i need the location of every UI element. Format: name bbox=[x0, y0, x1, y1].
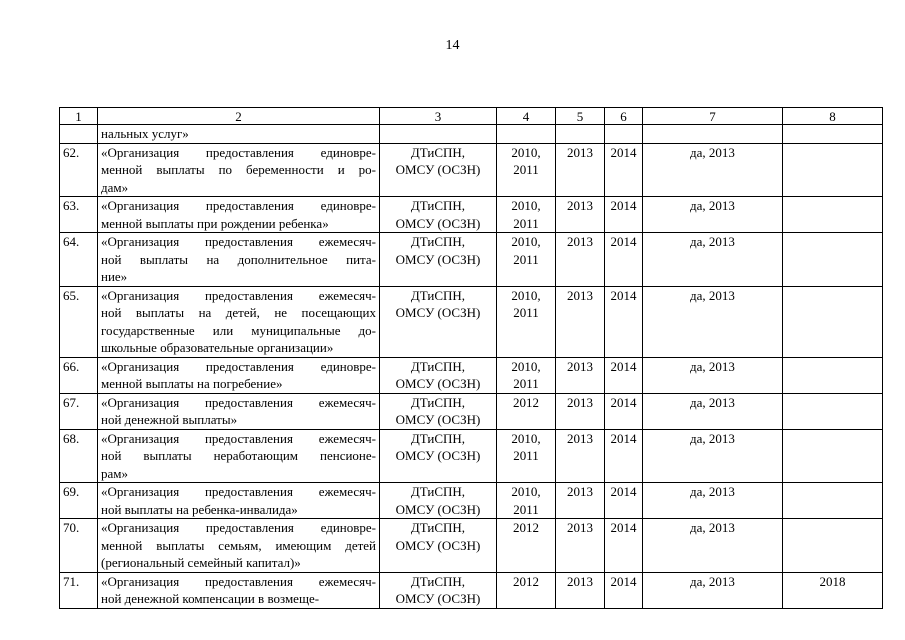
executor-line: ОМСУ (ОСЗН) bbox=[395, 591, 481, 606]
header-cell-1: 1 bbox=[60, 108, 98, 125]
column-5-year: 2013 bbox=[556, 233, 605, 287]
column-5-year: 2013 bbox=[556, 483, 605, 519]
c4-line: 2010, bbox=[511, 198, 541, 213]
table-row bbox=[60, 233, 883, 287]
executor-line: ДТиСПН, bbox=[410, 358, 466, 374]
name-line: «Организация предоставления ежемесяч- bbox=[101, 394, 376, 410]
executor-line: ОМСУ (ОСЗН) bbox=[395, 305, 481, 320]
table-row bbox=[60, 572, 883, 608]
name-line: менной выплаты при рождении ребенка» bbox=[101, 215, 329, 231]
c4-line: 2011 bbox=[513, 305, 539, 320]
column-6-year bbox=[605, 125, 643, 144]
measure-name bbox=[98, 429, 380, 483]
executor-line: ОМСУ (ОСЗН) bbox=[395, 215, 481, 231]
column-7-status: да, 2013 bbox=[643, 357, 783, 393]
row-number: 65. bbox=[60, 286, 98, 357]
executor-line: ДТиСПН, bbox=[410, 394, 466, 410]
row-number: 63. bbox=[60, 197, 98, 233]
table-row bbox=[60, 519, 883, 573]
header-cell-2: 2 bbox=[98, 108, 380, 125]
executor-line: ОМСУ (ОСЗН) bbox=[395, 537, 481, 553]
column-5-year: 2013 bbox=[556, 143, 605, 197]
c4-line: 2010, bbox=[511, 484, 541, 499]
name-line: ной выплаты неработающим пенсионе- bbox=[101, 448, 376, 463]
column-4-years bbox=[497, 286, 556, 357]
executor bbox=[380, 197, 497, 233]
c4-line: 2010, bbox=[511, 430, 541, 446]
executor bbox=[380, 143, 497, 197]
name-line: рам» bbox=[101, 465, 128, 481]
c4-line: 2010, bbox=[511, 234, 541, 249]
column-5-year: 2013 bbox=[556, 519, 605, 573]
row-number: 64. bbox=[60, 233, 98, 287]
column-7-status: да, 2013 bbox=[643, 286, 783, 357]
executor-line: ДТиСПН, bbox=[410, 520, 466, 535]
name-line: ной выплаты на детей, не посещающих bbox=[101, 305, 376, 320]
name-line: нальных услуг» bbox=[101, 126, 189, 141]
row-number: 62. bbox=[60, 143, 98, 197]
name-line: «Организация предоставления единовре- bbox=[101, 358, 376, 374]
executor-line: ДТиСПН, bbox=[410, 430, 466, 446]
column-6-year: 2014 bbox=[605, 393, 643, 429]
c4-line: 2011 bbox=[513, 448, 539, 463]
row-number: 67. bbox=[60, 393, 98, 429]
column-6-year: 2014 bbox=[605, 286, 643, 357]
header-cell-6: 6 bbox=[605, 108, 643, 125]
column-6-year: 2014 bbox=[605, 519, 643, 573]
measure-name bbox=[98, 197, 380, 233]
name-line: «Организация предоставления ежемесяч- bbox=[101, 430, 376, 446]
column-8-year bbox=[783, 125, 883, 144]
c4-line: 2011 bbox=[513, 215, 539, 231]
column-5-year: 2013 bbox=[556, 357, 605, 393]
executor-line: ОМСУ (ОСЗН) bbox=[395, 162, 481, 177]
c4-line: 2011 bbox=[513, 376, 539, 391]
c4-line: 2010, bbox=[511, 358, 541, 374]
column-7-status: да, 2013 bbox=[643, 429, 783, 483]
column-4-years bbox=[497, 233, 556, 287]
column-7-status: да, 2013 bbox=[643, 572, 783, 608]
table-row bbox=[60, 393, 883, 429]
measure-name bbox=[98, 286, 380, 357]
table-row bbox=[60, 143, 883, 197]
executor-line: ДТиСПН, bbox=[410, 198, 466, 213]
executor-line: ДТиСПН, bbox=[410, 484, 466, 499]
column-6-year: 2014 bbox=[605, 572, 643, 608]
executor bbox=[380, 483, 497, 519]
column-8-year bbox=[783, 197, 883, 233]
measure-name bbox=[98, 357, 380, 393]
executor bbox=[380, 519, 497, 573]
executor-line: ДТиСПН, bbox=[410, 287, 466, 303]
column-4-years bbox=[497, 572, 556, 608]
column-6-year: 2014 bbox=[605, 483, 643, 519]
name-line: ной выплаты на ребенка-инвалида» bbox=[101, 501, 298, 517]
column-8-year bbox=[783, 519, 883, 573]
name-line: ной выплаты на дополнительное пита- bbox=[101, 251, 376, 267]
row-number: 71. bbox=[60, 572, 98, 608]
executor bbox=[380, 125, 497, 144]
name-line: (региональный семейный капитал)» bbox=[101, 555, 301, 570]
measure-name bbox=[98, 483, 380, 519]
name-line: «Организация предоставления ежемесяч- bbox=[101, 287, 376, 303]
c4-line: 2010, bbox=[511, 287, 541, 303]
c4-line: 2011 bbox=[513, 501, 539, 517]
column-5-year bbox=[556, 125, 605, 144]
column-6-year: 2014 bbox=[605, 357, 643, 393]
row-number: 68. bbox=[60, 429, 98, 483]
name-line: «Организация предоставления единовре- bbox=[101, 144, 376, 160]
name-line: менной выплаты на погребение» bbox=[101, 376, 283, 391]
c4-line: 2012 bbox=[513, 394, 539, 410]
row-number: 66. bbox=[60, 357, 98, 393]
c4-line: 2010, bbox=[511, 144, 541, 160]
row-number: 69. bbox=[60, 483, 98, 519]
executor bbox=[380, 286, 497, 357]
executor bbox=[380, 393, 497, 429]
executor bbox=[380, 429, 497, 483]
column-8-year bbox=[783, 143, 883, 197]
table-header-row bbox=[60, 108, 883, 125]
executor-line: ОМСУ (ОСЗН) bbox=[395, 448, 481, 463]
column-6-year: 2014 bbox=[605, 197, 643, 233]
name-line: ной денежной выплаты» bbox=[101, 412, 238, 427]
column-4-years bbox=[497, 357, 556, 393]
header-cell-8: 8 bbox=[783, 108, 883, 125]
name-line: «Организация предоставления ежемесяч- bbox=[101, 484, 376, 499]
name-line: государственные или муниципальные до- bbox=[101, 322, 376, 338]
table-row bbox=[60, 429, 883, 483]
column-4-years bbox=[497, 125, 556, 144]
executor-line: ОМСУ (ОСЗН) bbox=[395, 412, 481, 427]
measure-name bbox=[98, 572, 380, 608]
column-5-year: 2013 bbox=[556, 286, 605, 357]
measure-name bbox=[98, 519, 380, 573]
column-7-status: да, 2013 bbox=[643, 483, 783, 519]
column-8-year: 2018 bbox=[783, 572, 883, 608]
name-line: ние» bbox=[101, 269, 128, 284]
column-7-status bbox=[643, 125, 783, 144]
column-5-year: 2013 bbox=[556, 197, 605, 233]
table-row bbox=[60, 286, 883, 357]
executor-line: ОМСУ (ОСЗН) bbox=[395, 501, 481, 517]
name-line: «Организация предоставления ежемесяч- bbox=[101, 234, 376, 249]
column-8-year bbox=[783, 393, 883, 429]
column-4-years bbox=[497, 143, 556, 197]
executor bbox=[380, 572, 497, 608]
column-7-status: да, 2013 bbox=[643, 233, 783, 287]
c4-line: 2012 bbox=[513, 520, 539, 535]
name-line: «Организация предоставления ежемесяч- bbox=[101, 573, 376, 589]
name-line: «Организация предоставления единовре- bbox=[101, 198, 376, 213]
header-cell-3: 3 bbox=[380, 108, 497, 125]
document-table bbox=[59, 107, 883, 609]
measure-name bbox=[98, 125, 380, 144]
c4-line: 2012 bbox=[513, 573, 539, 589]
column-4-years bbox=[497, 197, 556, 233]
executor bbox=[380, 233, 497, 287]
column-7-status: да, 2013 bbox=[643, 197, 783, 233]
column-7-status: да, 2013 bbox=[643, 519, 783, 573]
header-cell-5: 5 bbox=[556, 108, 605, 125]
name-line: школьные образовательные организации» bbox=[101, 340, 334, 355]
column-8-year bbox=[783, 357, 883, 393]
header-cell-7: 7 bbox=[643, 108, 783, 125]
executor-line: ОМСУ (ОСЗН) bbox=[395, 376, 481, 391]
measure-name bbox=[98, 233, 380, 287]
column-6-year: 2014 bbox=[605, 143, 643, 197]
executor-line: ДТиСПН, bbox=[410, 573, 466, 589]
row-number: 70. bbox=[60, 519, 98, 573]
column-7-status: да, 2013 bbox=[643, 143, 783, 197]
column-5-year: 2013 bbox=[556, 572, 605, 608]
measure-name bbox=[98, 143, 380, 197]
column-8-year bbox=[783, 429, 883, 483]
c4-line: 2011 bbox=[513, 162, 539, 177]
name-line: «Организация предоставления единовре- bbox=[101, 520, 376, 535]
name-line: ной денежной компенсации в возмеще- bbox=[101, 591, 320, 606]
column-6-year: 2014 bbox=[605, 429, 643, 483]
table-body bbox=[60, 125, 883, 609]
page-number: 14 bbox=[445, 38, 460, 53]
table-row bbox=[60, 125, 883, 144]
column-8-year bbox=[783, 483, 883, 519]
column-8-year bbox=[783, 286, 883, 357]
row-number bbox=[60, 125, 98, 144]
column-4-years bbox=[497, 519, 556, 573]
c4-line: 2011 bbox=[513, 251, 539, 267]
column-5-year: 2013 bbox=[556, 393, 605, 429]
header-cell-4: 4 bbox=[497, 108, 556, 125]
name-line: менной выплаты семьям, имеющим детей bbox=[101, 537, 376, 553]
column-4-years bbox=[497, 393, 556, 429]
name-line: менной выплаты по беременности и ро- bbox=[101, 162, 376, 177]
executor-line: ДТиСПН, bbox=[410, 234, 466, 249]
measure-name bbox=[98, 393, 380, 429]
column-5-year: 2013 bbox=[556, 429, 605, 483]
executor-line: ОМСУ (ОСЗН) bbox=[395, 251, 481, 267]
column-4-years bbox=[497, 429, 556, 483]
table-row bbox=[60, 197, 883, 233]
column-6-year: 2014 bbox=[605, 233, 643, 287]
name-line: дам» bbox=[101, 179, 129, 195]
column-8-year bbox=[783, 233, 883, 287]
table-row bbox=[60, 483, 883, 519]
executor-line: ДТиСПН, bbox=[410, 144, 466, 160]
column-4-years bbox=[497, 483, 556, 519]
column-7-status: да, 2013 bbox=[643, 393, 783, 429]
executor bbox=[380, 357, 497, 393]
table-row bbox=[60, 357, 883, 393]
